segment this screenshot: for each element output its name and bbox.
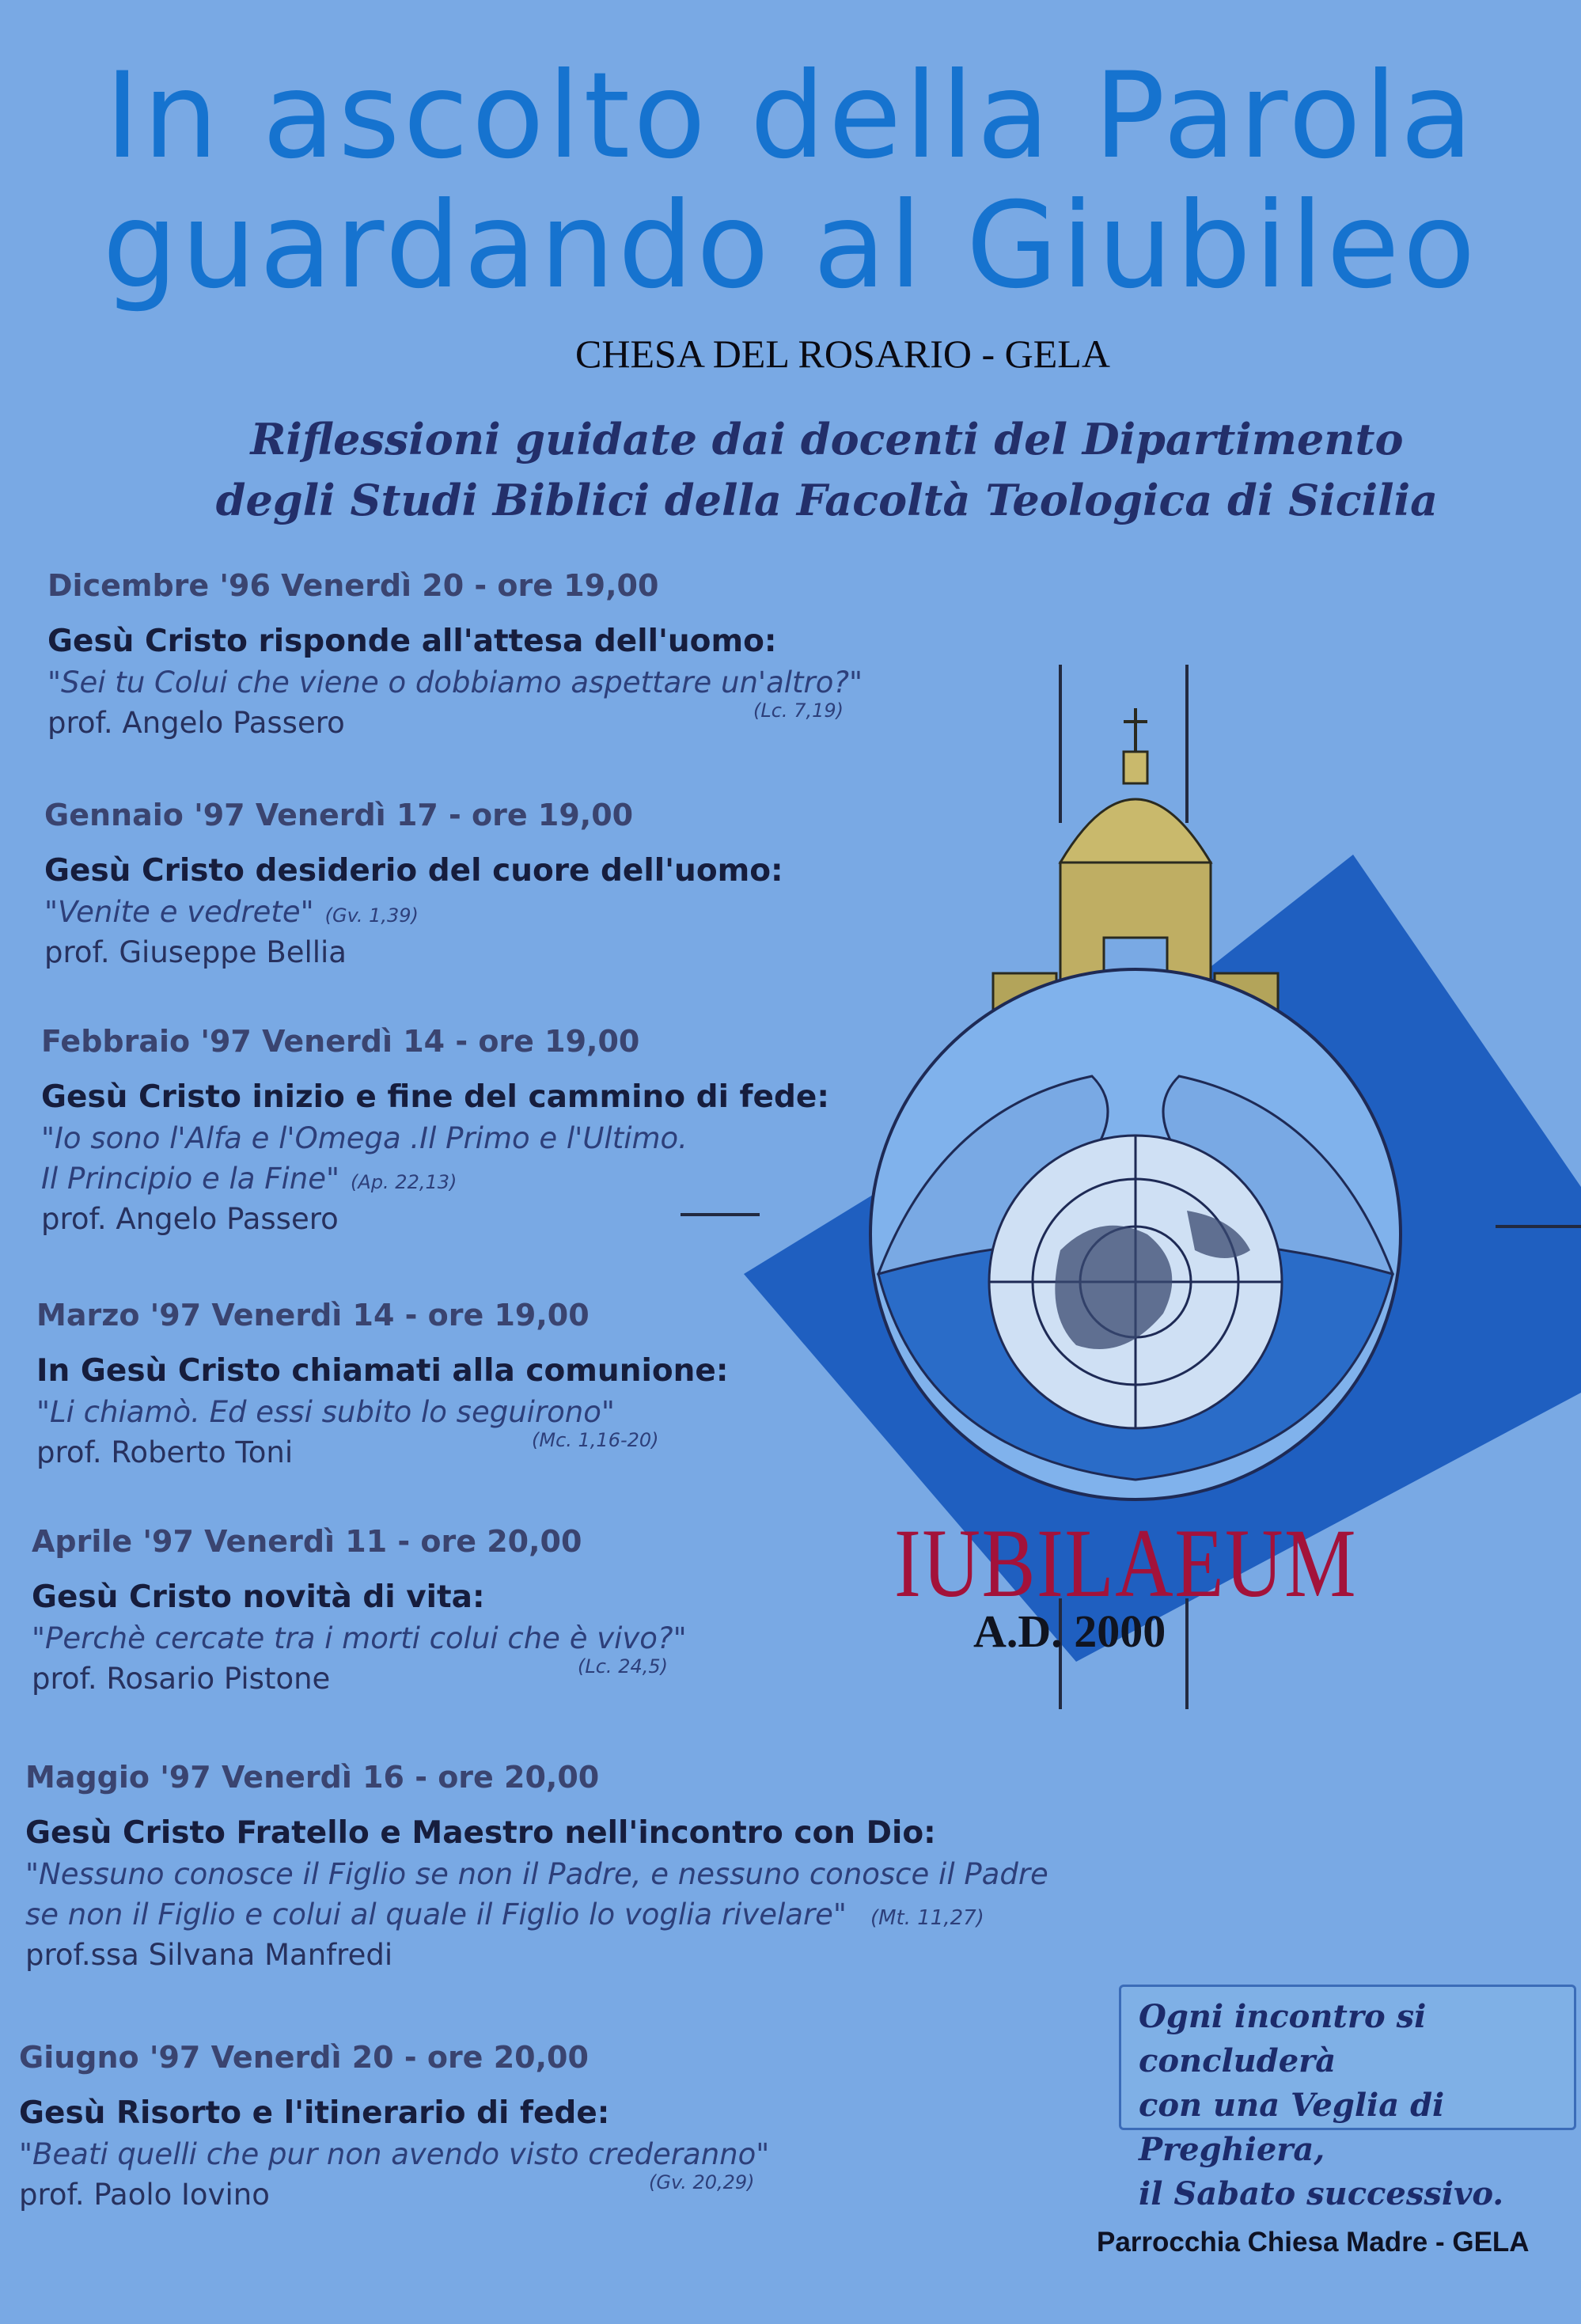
event-theme: Gesù Cristo risponde all'attesa dell'uomo:	[47, 624, 777, 659]
event-speaker: prof. Angelo Passero	[41, 1202, 339, 1236]
event-quote: "Sei tu Colui che viene o dobbiamo aspettare un'altro?"	[47, 665, 863, 699]
event-date: Aprile '97 Venerdì 11 - ore 20,00	[32, 1524, 582, 1559]
church-name: CHESA DEL ROSARIO - GELA	[575, 332, 1110, 376]
event-speaker: prof. Giuseppe Bellia	[44, 935, 347, 969]
event-date: Giugno '97 Venerdì 20 - ore 20,00	[19, 2040, 589, 2075]
scripture-reference: (Ap. 22,13)	[351, 1171, 457, 1193]
parish-name: Parrocchia Chiesa Madre - GELA	[1097, 2227, 1530, 2258]
speaker-name: prof. Angelo Passero	[47, 706, 345, 740]
event-quote: "Nessuno conosce il Figlio se non il Padre, e nessuno conosce il Padre	[25, 1857, 1048, 1891]
speaker-name: prof. Rosario Pistone	[32, 1662, 331, 1696]
event-quote	[44, 895, 783, 929]
event-speaker: prof.ssa Silvana Manfredi	[25, 1938, 393, 1972]
title-line-1: In ascolto della Parola	[104, 47, 1477, 185]
scripture-reference: (Mc. 1,16-20)	[532, 1429, 659, 1451]
event-date: Dicembre '96 Venerdì 20 - ore 19,00	[47, 568, 659, 603]
event-april	[32, 1524, 687, 1696]
scripture-reference: (Gv. 20,29)	[649, 2171, 755, 2193]
iubilaeum-text: IUBILAEUM	[894, 1509, 1358, 1617]
event-date: Febbraio '97 Venerdì 14 - ore 19,00	[41, 1024, 640, 1059]
scripture-reference: (Gv. 1,39)	[324, 904, 419, 927]
event-theme: Gesù Cristo inizio e fine del cammino di fede:	[41, 1079, 829, 1115]
event-quote: "Io sono l'Alfa e l'Omega .Il Primo e l'Ultimo.	[41, 1121, 688, 1155]
event-theme: Gesù Cristo desiderio del cuore dell'uomo:	[44, 853, 783, 889]
event-theme: Gesù Cristo Fratello e Maestro nell'incontro con Dio:	[25, 1815, 936, 1851]
event-quote-continued	[25, 1897, 1048, 1932]
event-january	[44, 798, 783, 969]
vigil-note-box	[1119, 1985, 1576, 2212]
event-date: Gennaio '97 Venerdì 17 - ore 19,00	[44, 798, 634, 832]
note-line-1: Ogni incontro si concluderà	[1139, 1998, 1427, 2079]
event-theme: In Gesù Cristo chiamati alla comunione:	[36, 1353, 729, 1389]
speaker-name: prof. Roberto Toni	[36, 1435, 294, 1469]
scripture-reference: (Lc. 24,5)	[578, 1655, 668, 1678]
event-quote: "Perchè cercate tra i morti colui che è vivo?"	[32, 1621, 687, 1655]
event-quote: "Li chiamò. Ed essi subito lo seguirono"	[36, 1395, 615, 1429]
event-speaker	[32, 1655, 687, 1696]
event-theme: Gesù Risorto e l'itinerario di fede:	[19, 2095, 610, 2131]
event-date: Maggio '97 Venerdì 16 - ore 20,00	[25, 1760, 600, 1795]
event-theme: Gesù Cristo novità di vita:	[32, 1579, 485, 1615]
quote-text: "Venite e vedrete"	[44, 895, 314, 929]
scripture-reference: (Lc. 7,19)	[753, 699, 844, 722]
event-may	[25, 1760, 1048, 1972]
event-june	[19, 2040, 769, 2212]
jubilee-year: A.D. 2000	[973, 1606, 1166, 1657]
note-line-3: il Sabato successivo.	[1139, 2175, 1504, 2212]
event-date: Marzo '97 Venerdì 14 - ore 19,00	[36, 1298, 590, 1333]
event-march	[36, 1298, 728, 1469]
subtitle-line-1: Riflessioni guidate dai docenti del Dipartimento	[250, 414, 1404, 464]
scripture-reference: (Mt. 11,27)	[870, 1906, 984, 1930]
quote-text: se non il Figlio e colui al quale il Figlio lo voglia rivelare"	[25, 1897, 847, 1932]
event-speaker	[19, 2171, 769, 2212]
quote-text: Il Principio e la Fine"	[41, 1162, 340, 1196]
event-quote: "Beati quelli che pur non avendo visto crederanno"	[19, 2137, 770, 2171]
subtitle-line-2: degli Studi Biblici della Facoltà Teologica di Sicilia	[215, 475, 1439, 525]
event-speaker	[36, 1429, 728, 1469]
title-line-2: guardando al Giubileo	[102, 177, 1479, 315]
speaker-name: prof. Paolo Iovino	[19, 2178, 270, 2212]
note-line-2: con una Veglia di Preghiera,	[1139, 2087, 1445, 2168]
